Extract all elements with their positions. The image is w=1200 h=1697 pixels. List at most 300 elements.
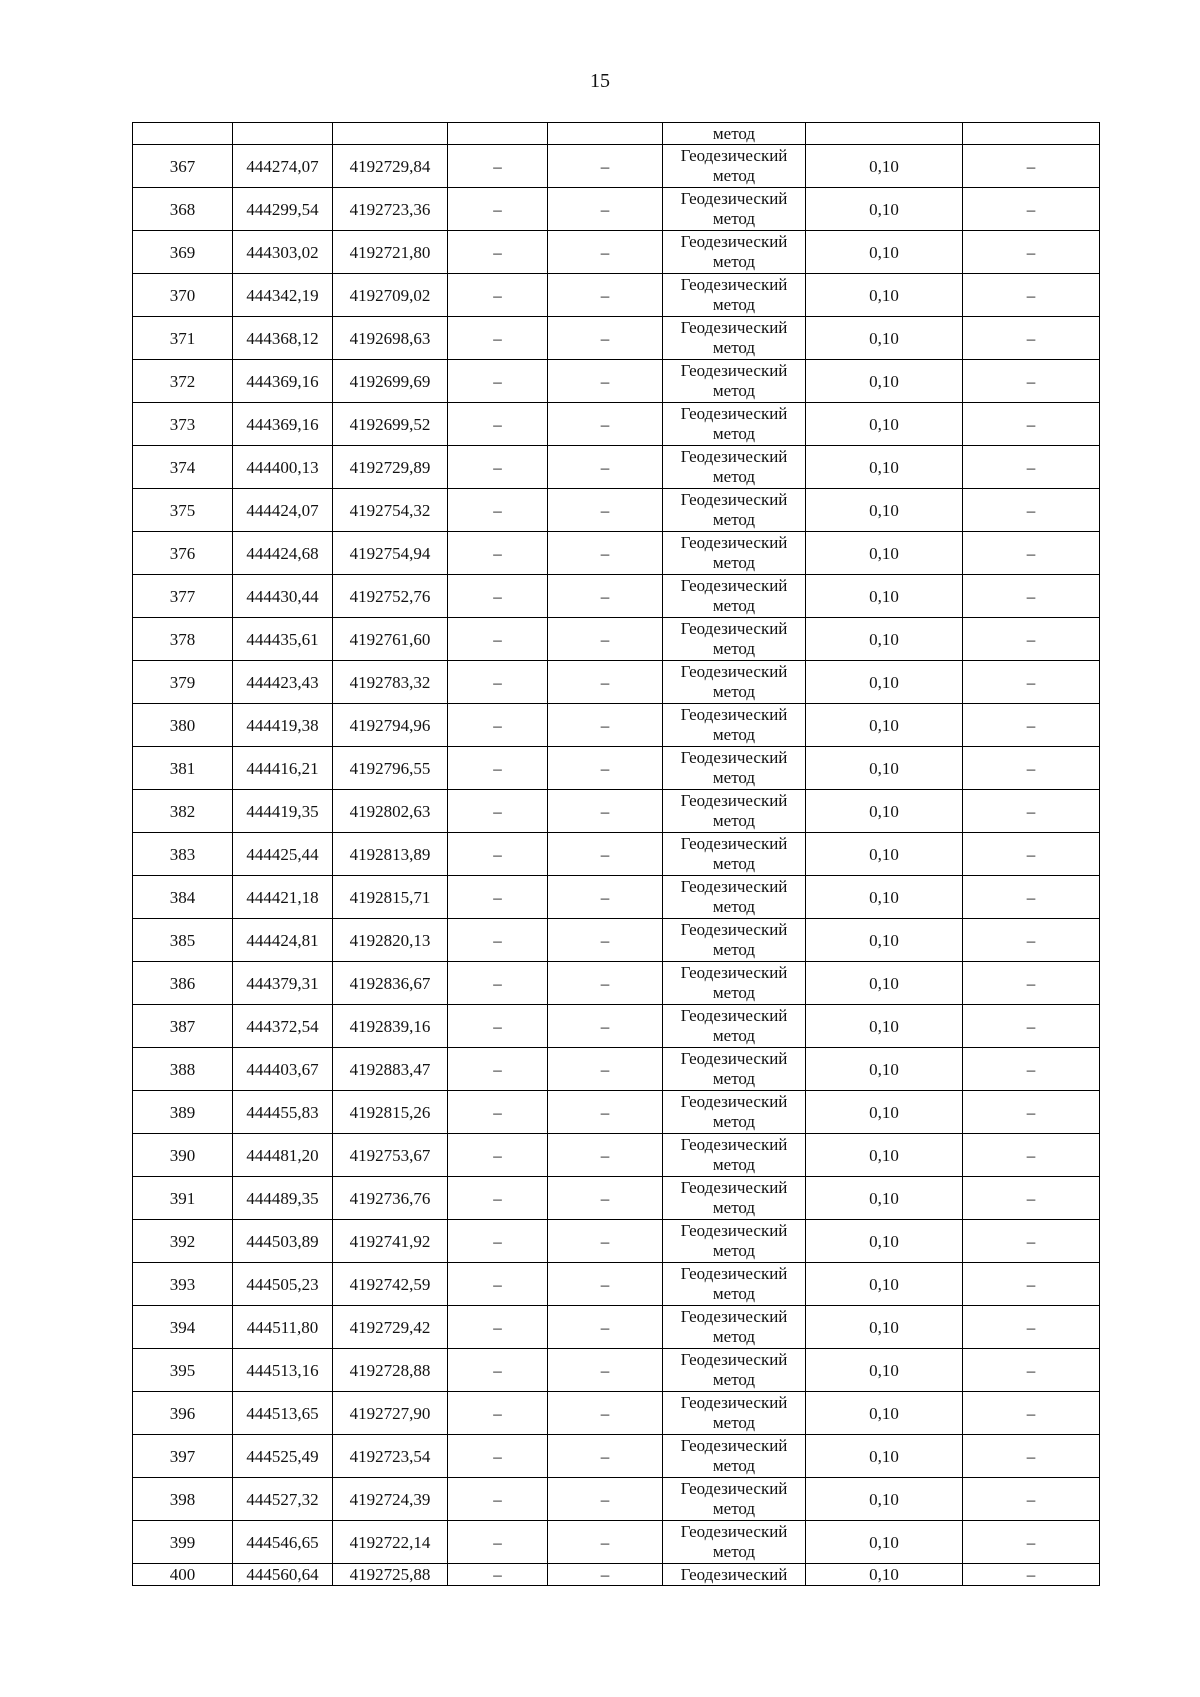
dash-cell: – bbox=[963, 1048, 1100, 1091]
dash-cell: – bbox=[548, 532, 663, 575]
y-coordinate-cell: 4192796,55 bbox=[333, 747, 448, 790]
dash-cell: – bbox=[963, 1005, 1100, 1048]
dash-cell: – bbox=[448, 1263, 548, 1306]
continuation-row bbox=[133, 123, 1100, 145]
method-cell: Геодезический метод bbox=[663, 231, 806, 274]
dash-cell: – bbox=[548, 1349, 663, 1392]
point-number-cell: 388 bbox=[133, 1048, 233, 1091]
method-cell: Геодезический метод bbox=[663, 876, 806, 919]
point-number-cell: 390 bbox=[133, 1134, 233, 1177]
accuracy-cell: 0,10 bbox=[806, 661, 963, 704]
x-coordinate-cell: 444424,68 bbox=[233, 532, 333, 575]
dash-cell: – bbox=[548, 403, 663, 446]
dash-cell: – bbox=[448, 188, 548, 231]
point-number-cell: 380 bbox=[133, 704, 233, 747]
dash-cell: – bbox=[548, 1435, 663, 1478]
y-coordinate-cell: 4192741,92 bbox=[333, 1220, 448, 1263]
point-number-cell: 397 bbox=[133, 1435, 233, 1478]
accuracy-cell: 0,10 bbox=[806, 403, 963, 446]
dash-cell: – bbox=[963, 1091, 1100, 1134]
accuracy-cell: 0,10 bbox=[806, 446, 963, 489]
dash-cell: – bbox=[448, 360, 548, 403]
x-coordinate-cell: 444299,54 bbox=[233, 188, 333, 231]
accuracy-cell: 0,10 bbox=[806, 360, 963, 403]
point-number-cell: 389 bbox=[133, 1091, 233, 1134]
x-coordinate-cell: 444368,12 bbox=[233, 317, 333, 360]
x-coordinate-cell: 444369,16 bbox=[233, 403, 333, 446]
table-row bbox=[133, 661, 1100, 704]
dash-cell: – bbox=[548, 489, 663, 532]
dash-cell: – bbox=[448, 876, 548, 919]
y-coordinate-cell: 4192724,39 bbox=[333, 1478, 448, 1521]
y-coordinate-cell: 4192709,02 bbox=[333, 274, 448, 317]
method-cell: Геодезический метод bbox=[663, 145, 806, 188]
y-coordinate-cell: 4192752,76 bbox=[333, 575, 448, 618]
dash-cell: – bbox=[548, 747, 663, 790]
x-coordinate-cell: 444546,65 bbox=[233, 1521, 333, 1564]
x-coordinate-cell: 444425,44 bbox=[233, 833, 333, 876]
accuracy-cell: 0,10 bbox=[806, 1435, 963, 1478]
dash-cell: – bbox=[448, 704, 548, 747]
x-coordinate-cell: 444481,20 bbox=[233, 1134, 333, 1177]
point-number-cell: 393 bbox=[133, 1263, 233, 1306]
x-coordinate-cell: 444525,49 bbox=[233, 1435, 333, 1478]
dash-cell: – bbox=[963, 489, 1100, 532]
method-cell: Геодезический метод bbox=[663, 1177, 806, 1220]
accuracy-cell: 0,10 bbox=[806, 1134, 963, 1177]
dash-cell: – bbox=[963, 1564, 1100, 1586]
empty-cell bbox=[963, 123, 1100, 145]
dash-cell: – bbox=[448, 833, 548, 876]
y-coordinate-cell: 4192754,32 bbox=[333, 489, 448, 532]
dash-cell: – bbox=[963, 231, 1100, 274]
y-coordinate-cell: 4192729,84 bbox=[333, 145, 448, 188]
dash-cell: – bbox=[548, 661, 663, 704]
dash-cell: – bbox=[963, 790, 1100, 833]
dash-cell: – bbox=[548, 790, 663, 833]
y-coordinate-cell: 4192729,89 bbox=[333, 446, 448, 489]
dash-cell: – bbox=[963, 833, 1100, 876]
method-cell: Геодезический метод bbox=[663, 1392, 806, 1435]
dash-cell: – bbox=[963, 876, 1100, 919]
table-row bbox=[133, 317, 1100, 360]
table-row bbox=[133, 575, 1100, 618]
accuracy-cell: 0,10 bbox=[806, 1306, 963, 1349]
accuracy-cell: 0,10 bbox=[806, 1048, 963, 1091]
x-coordinate-cell: 444303,02 bbox=[233, 231, 333, 274]
y-coordinate-cell: 4192761,60 bbox=[333, 618, 448, 661]
point-number-cell: 381 bbox=[133, 747, 233, 790]
accuracy-cell: 0,10 bbox=[806, 618, 963, 661]
method-cell: Геодезический метод bbox=[663, 403, 806, 446]
x-coordinate-cell: 444419,38 bbox=[233, 704, 333, 747]
method-cell: Геодезический метод bbox=[663, 1134, 806, 1177]
method-cell: Геодезический метод bbox=[663, 360, 806, 403]
coordinates-table bbox=[132, 122, 1100, 1586]
point-number-cell: 382 bbox=[133, 790, 233, 833]
table-row bbox=[133, 704, 1100, 747]
point-number-cell: 367 bbox=[133, 145, 233, 188]
y-coordinate-cell: 4192783,32 bbox=[333, 661, 448, 704]
accuracy-cell: 0,10 bbox=[806, 833, 963, 876]
y-coordinate-cell: 4192815,71 bbox=[333, 876, 448, 919]
accuracy-cell: 0,10 bbox=[806, 575, 963, 618]
dash-cell: – bbox=[448, 446, 548, 489]
dash-cell: – bbox=[963, 1177, 1100, 1220]
y-coordinate-cell: 4192721,80 bbox=[333, 231, 448, 274]
empty-cell bbox=[448, 123, 548, 145]
point-number-cell: 374 bbox=[133, 446, 233, 489]
dash-cell: – bbox=[448, 1306, 548, 1349]
method-cell: Геодезический метод bbox=[663, 446, 806, 489]
x-coordinate-cell: 444560,64 bbox=[233, 1564, 333, 1586]
method-cell: Геодезический метод bbox=[663, 317, 806, 360]
dash-cell: – bbox=[963, 919, 1100, 962]
point-number-cell: 395 bbox=[133, 1349, 233, 1392]
x-coordinate-cell: 444513,65 bbox=[233, 1392, 333, 1435]
x-coordinate-cell: 444400,13 bbox=[233, 446, 333, 489]
dash-cell: – bbox=[963, 1435, 1100, 1478]
point-number-cell: 399 bbox=[133, 1521, 233, 1564]
point-number-cell: 376 bbox=[133, 532, 233, 575]
dash-cell: – bbox=[548, 145, 663, 188]
table-row bbox=[133, 1177, 1100, 1220]
dash-cell: – bbox=[963, 403, 1100, 446]
dash-cell: – bbox=[448, 790, 548, 833]
empty-cell bbox=[806, 123, 963, 145]
accuracy-cell: 0,10 bbox=[806, 1349, 963, 1392]
point-number-cell: 387 bbox=[133, 1005, 233, 1048]
dash-cell: – bbox=[963, 704, 1100, 747]
x-coordinate-cell: 444511,80 bbox=[233, 1306, 333, 1349]
dash-cell: – bbox=[448, 962, 548, 1005]
empty-cell bbox=[133, 123, 233, 145]
dash-cell: – bbox=[963, 661, 1100, 704]
table-row bbox=[133, 1220, 1100, 1263]
accuracy-cell: 0,10 bbox=[806, 1392, 963, 1435]
point-number-cell: 398 bbox=[133, 1478, 233, 1521]
dash-cell: – bbox=[448, 274, 548, 317]
method-cell: Геодезический метод bbox=[663, 575, 806, 618]
accuracy-cell: 0,10 bbox=[806, 1564, 963, 1586]
dash-cell: – bbox=[548, 1048, 663, 1091]
dash-cell: – bbox=[548, 704, 663, 747]
x-coordinate-cell: 444379,31 bbox=[233, 962, 333, 1005]
dash-cell: – bbox=[448, 1220, 548, 1263]
table-row bbox=[133, 188, 1100, 231]
point-number-cell: 378 bbox=[133, 618, 233, 661]
dash-cell: – bbox=[963, 1306, 1100, 1349]
dash-cell: – bbox=[448, 489, 548, 532]
point-number-cell: 379 bbox=[133, 661, 233, 704]
y-coordinate-cell: 4192839,16 bbox=[333, 1005, 448, 1048]
x-coordinate-cell: 444342,19 bbox=[233, 274, 333, 317]
dash-cell: – bbox=[963, 1263, 1100, 1306]
dash-cell: – bbox=[963, 145, 1100, 188]
dash-cell: – bbox=[448, 231, 548, 274]
table-row bbox=[133, 1005, 1100, 1048]
y-coordinate-cell: 4192820,13 bbox=[333, 919, 448, 962]
y-coordinate-cell: 4192813,89 bbox=[333, 833, 448, 876]
y-coordinate-cell: 4192699,69 bbox=[333, 360, 448, 403]
x-coordinate-cell: 444505,23 bbox=[233, 1263, 333, 1306]
dash-cell: – bbox=[548, 360, 663, 403]
method-cell: Геодезический метод bbox=[663, 489, 806, 532]
method-cell: метод bbox=[663, 123, 806, 145]
x-coordinate-cell: 444527,32 bbox=[233, 1478, 333, 1521]
method-cell: Геодезический метод bbox=[663, 661, 806, 704]
dash-cell: – bbox=[963, 962, 1100, 1005]
method-cell: Геодезический метод bbox=[663, 1005, 806, 1048]
dash-cell: – bbox=[548, 1134, 663, 1177]
method-cell: Геодезический метод bbox=[663, 919, 806, 962]
table-row bbox=[133, 1435, 1100, 1478]
dash-cell: – bbox=[963, 274, 1100, 317]
point-number-cell: 372 bbox=[133, 360, 233, 403]
dash-cell: – bbox=[548, 1220, 663, 1263]
method-cell: Геодезический метод bbox=[663, 1306, 806, 1349]
dash-cell: – bbox=[963, 188, 1100, 231]
accuracy-cell: 0,10 bbox=[806, 274, 963, 317]
dash-cell: – bbox=[448, 747, 548, 790]
dash-cell: – bbox=[448, 1478, 548, 1521]
y-coordinate-cell: 4192725,88 bbox=[333, 1564, 448, 1586]
dash-cell: – bbox=[448, 661, 548, 704]
dash-cell: – bbox=[963, 446, 1100, 489]
point-number-cell: 385 bbox=[133, 919, 233, 962]
table-row bbox=[133, 1392, 1100, 1435]
dash-cell: – bbox=[963, 1521, 1100, 1564]
y-coordinate-cell: 4192722,14 bbox=[333, 1521, 448, 1564]
point-number-cell: 368 bbox=[133, 188, 233, 231]
y-coordinate-cell: 4192753,67 bbox=[333, 1134, 448, 1177]
point-number-cell: 384 bbox=[133, 876, 233, 919]
dash-cell: – bbox=[548, 317, 663, 360]
accuracy-cell: 0,10 bbox=[806, 962, 963, 1005]
table-row bbox=[133, 403, 1100, 446]
y-coordinate-cell: 4192754,94 bbox=[333, 532, 448, 575]
y-coordinate-cell: 4192698,63 bbox=[333, 317, 448, 360]
method-cell: Геодезический метод bbox=[663, 1521, 806, 1564]
point-number-cell: 383 bbox=[133, 833, 233, 876]
table-row bbox=[133, 274, 1100, 317]
table-row bbox=[133, 1349, 1100, 1392]
dash-cell: – bbox=[548, 446, 663, 489]
x-coordinate-cell: 444489,35 bbox=[233, 1177, 333, 1220]
method-cell: Геодезический метод bbox=[663, 274, 806, 317]
point-number-cell: 370 bbox=[133, 274, 233, 317]
accuracy-cell: 0,10 bbox=[806, 1478, 963, 1521]
method-cell: Геодезический bbox=[663, 1564, 806, 1586]
method-cell: Геодезический метод bbox=[663, 1478, 806, 1521]
method-cell: Геодезический метод bbox=[663, 532, 806, 575]
accuracy-cell: 0,10 bbox=[806, 1177, 963, 1220]
dash-cell: – bbox=[548, 274, 663, 317]
x-coordinate-cell: 444503,89 bbox=[233, 1220, 333, 1263]
table-row bbox=[133, 1564, 1100, 1586]
dash-cell: – bbox=[448, 1091, 548, 1134]
table-row bbox=[133, 1091, 1100, 1134]
table-row bbox=[133, 489, 1100, 532]
dash-cell: – bbox=[548, 231, 663, 274]
table-row bbox=[133, 446, 1100, 489]
method-cell: Геодезический метод bbox=[663, 1263, 806, 1306]
accuracy-cell: 0,10 bbox=[806, 1091, 963, 1134]
x-coordinate-cell: 444369,16 bbox=[233, 360, 333, 403]
point-number-cell: 369 bbox=[133, 231, 233, 274]
dash-cell: – bbox=[448, 1521, 548, 1564]
accuracy-cell: 0,10 bbox=[806, 1263, 963, 1306]
dash-cell: – bbox=[963, 1220, 1100, 1263]
point-number-cell: 394 bbox=[133, 1306, 233, 1349]
method-cell: Геодезический метод bbox=[663, 747, 806, 790]
x-coordinate-cell: 444274,07 bbox=[233, 145, 333, 188]
dash-cell: – bbox=[448, 575, 548, 618]
x-coordinate-cell: 444372,54 bbox=[233, 1005, 333, 1048]
y-coordinate-cell: 4192699,52 bbox=[333, 403, 448, 446]
method-cell: Геодезический метод bbox=[663, 1091, 806, 1134]
dash-cell: – bbox=[448, 317, 548, 360]
method-cell: Геодезический метод bbox=[663, 704, 806, 747]
dash-cell: – bbox=[548, 618, 663, 661]
y-coordinate-cell: 4192742,59 bbox=[333, 1263, 448, 1306]
dash-cell: – bbox=[963, 1349, 1100, 1392]
method-cell: Геодезический метод bbox=[663, 1435, 806, 1478]
table-row bbox=[133, 962, 1100, 1005]
table-row bbox=[133, 1521, 1100, 1564]
x-coordinate-cell: 444430,44 bbox=[233, 575, 333, 618]
y-coordinate-cell: 4192723,54 bbox=[333, 1435, 448, 1478]
dash-cell: – bbox=[448, 145, 548, 188]
method-cell: Геодезический метод bbox=[663, 833, 806, 876]
accuracy-cell: 0,10 bbox=[806, 145, 963, 188]
point-number-cell: 400 bbox=[133, 1564, 233, 1586]
dash-cell: – bbox=[448, 1564, 548, 1586]
table-row bbox=[133, 618, 1100, 661]
x-coordinate-cell: 444423,43 bbox=[233, 661, 333, 704]
x-coordinate-cell: 444424,07 bbox=[233, 489, 333, 532]
y-coordinate-cell: 4192736,76 bbox=[333, 1177, 448, 1220]
accuracy-cell: 0,10 bbox=[806, 532, 963, 575]
accuracy-cell: 0,10 bbox=[806, 188, 963, 231]
dash-cell: – bbox=[448, 919, 548, 962]
method-cell: Геодезический метод bbox=[663, 1220, 806, 1263]
dash-cell: – bbox=[963, 1478, 1100, 1521]
accuracy-cell: 0,10 bbox=[806, 489, 963, 532]
y-coordinate-cell: 4192723,36 bbox=[333, 188, 448, 231]
table-row bbox=[133, 145, 1100, 188]
y-coordinate-cell: 4192729,42 bbox=[333, 1306, 448, 1349]
empty-cell bbox=[548, 123, 663, 145]
x-coordinate-cell: 444513,16 bbox=[233, 1349, 333, 1392]
accuracy-cell: 0,10 bbox=[806, 1521, 963, 1564]
dash-cell: – bbox=[548, 1564, 663, 1586]
dash-cell: – bbox=[448, 1177, 548, 1220]
dash-cell: – bbox=[548, 1392, 663, 1435]
page-number: 15 bbox=[590, 70, 610, 92]
dash-cell: – bbox=[448, 403, 548, 446]
x-coordinate-cell: 444403,67 bbox=[233, 1048, 333, 1091]
method-cell: Геодезический метод bbox=[663, 790, 806, 833]
accuracy-cell: 0,10 bbox=[806, 704, 963, 747]
table-row bbox=[133, 790, 1100, 833]
dash-cell: – bbox=[448, 1005, 548, 1048]
method-cell: Геодезический метод bbox=[663, 188, 806, 231]
dash-cell: – bbox=[548, 575, 663, 618]
dash-cell: – bbox=[448, 618, 548, 661]
point-number-cell: 377 bbox=[133, 575, 233, 618]
table-row bbox=[133, 1306, 1100, 1349]
table-row bbox=[133, 833, 1100, 876]
accuracy-cell: 0,10 bbox=[806, 317, 963, 360]
method-cell: Геодезический метод bbox=[663, 1048, 806, 1091]
dash-cell: – bbox=[548, 1478, 663, 1521]
x-coordinate-cell: 444424,81 bbox=[233, 919, 333, 962]
dash-cell: – bbox=[448, 1349, 548, 1392]
table-row bbox=[133, 747, 1100, 790]
y-coordinate-cell: 4192883,47 bbox=[333, 1048, 448, 1091]
table-row bbox=[133, 919, 1100, 962]
dash-cell: – bbox=[548, 188, 663, 231]
y-coordinate-cell: 4192794,96 bbox=[333, 704, 448, 747]
point-number-cell: 391 bbox=[133, 1177, 233, 1220]
accuracy-cell: 0,10 bbox=[806, 1005, 963, 1048]
x-coordinate-cell: 444421,18 bbox=[233, 876, 333, 919]
y-coordinate-cell: 4192836,67 bbox=[333, 962, 448, 1005]
dash-cell: – bbox=[548, 1306, 663, 1349]
table-row bbox=[133, 1134, 1100, 1177]
dash-cell: – bbox=[548, 833, 663, 876]
dash-cell: – bbox=[548, 1177, 663, 1220]
dash-cell: – bbox=[448, 1134, 548, 1177]
dash-cell: – bbox=[963, 532, 1100, 575]
y-coordinate-cell: 4192815,26 bbox=[333, 1091, 448, 1134]
dash-cell: – bbox=[963, 1134, 1100, 1177]
dash-cell: – bbox=[548, 1091, 663, 1134]
table-row bbox=[133, 1048, 1100, 1091]
dash-cell: – bbox=[548, 919, 663, 962]
y-coordinate-cell: 4192728,88 bbox=[333, 1349, 448, 1392]
dash-cell: – bbox=[963, 575, 1100, 618]
point-number-cell: 373 bbox=[133, 403, 233, 446]
point-number-cell: 371 bbox=[133, 317, 233, 360]
table-row bbox=[133, 1263, 1100, 1306]
x-coordinate-cell: 444455,83 bbox=[233, 1091, 333, 1134]
x-coordinate-cell: 444416,21 bbox=[233, 747, 333, 790]
x-coordinate-cell: 444435,61 bbox=[233, 618, 333, 661]
table-row bbox=[133, 876, 1100, 919]
dash-cell: – bbox=[548, 962, 663, 1005]
empty-cell bbox=[233, 123, 333, 145]
point-number-cell: 392 bbox=[133, 1220, 233, 1263]
dash-cell: – bbox=[963, 360, 1100, 403]
method-cell: Геодезический метод bbox=[663, 962, 806, 1005]
dash-cell: – bbox=[448, 532, 548, 575]
empty-cell bbox=[333, 123, 448, 145]
dash-cell: – bbox=[963, 618, 1100, 661]
method-cell: Геодезический метод bbox=[663, 1349, 806, 1392]
dash-cell: – bbox=[548, 1263, 663, 1306]
table-body bbox=[133, 123, 1100, 1586]
dash-cell: – bbox=[963, 1392, 1100, 1435]
y-coordinate-cell: 4192802,63 bbox=[333, 790, 448, 833]
dash-cell: – bbox=[448, 1435, 548, 1478]
dash-cell: – bbox=[548, 1521, 663, 1564]
accuracy-cell: 0,10 bbox=[806, 790, 963, 833]
point-number-cell: 396 bbox=[133, 1392, 233, 1435]
point-number-cell: 375 bbox=[133, 489, 233, 532]
table-row bbox=[133, 231, 1100, 274]
